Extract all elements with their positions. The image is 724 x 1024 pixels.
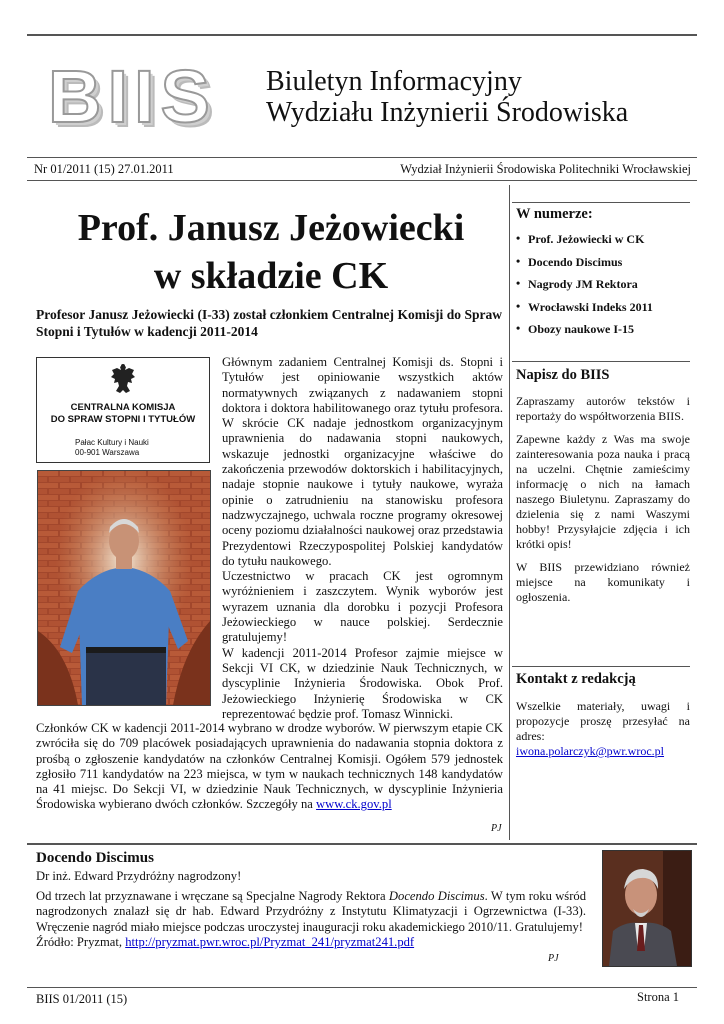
issue-rule-top xyxy=(27,157,697,158)
write-title: Napisz do BIIS xyxy=(516,367,610,383)
contents-title: W numerze: xyxy=(516,206,593,222)
article-paragraph-3: W kadencji 2011-2014 Profesor zajmie miejsce w Sekcji VI CK, w dziedzinie Nauk Technicznych, w dyscyplinie Inżynieria Środowiska. Obok Prof. Jeżowieckiego Inżynierię Środowiska w CK reprezentować będzie prof. Tomasz Winnicki. xyxy=(222,645,503,721)
przydrozny-photo xyxy=(602,850,692,967)
write-paragraph-2: Zapewne każdy z Was ma swoje zainteresowania poza nauka i pracą na uczelni. Chętnie zamieścimy informację o nich na łamach naszego Biuletynu. Zapraszamy do dzielenia się z nami Waszymi hobby! Przysyłajcie zdjęcia i ich krótki opis! xyxy=(516,432,690,551)
contents-item[interactable]: • Docendo Discimus xyxy=(516,255,696,278)
write-paragraph-1: Zapraszamy autorów tekstów i reportaży do współtworzenia BIIS. xyxy=(516,394,690,423)
article-column xyxy=(222,355,503,722)
ck-address xyxy=(75,438,149,458)
issue-number: Nr 01/2011 (15) 27.01.2011 xyxy=(34,162,174,176)
contents-list xyxy=(516,232,696,345)
article-lead: Profesor Janusz Jeżowiecki (I-33) został członkiem Centralnej Komisji do Spraw Stopni i Tytułów w kadencji 2011-2014 xyxy=(36,307,502,339)
pryzmat-link[interactable]: http://pryzmat.pwr.wroc.pl/Pryzmat_241/pryzmat241.pdf xyxy=(125,934,415,949)
ck-address-line2: 00-901 Warszawa xyxy=(75,448,140,457)
docendo-text-before: Od trzech lat przyznawane i wręczane są Specjalne Nagrody Rektora xyxy=(36,889,389,903)
docendo-text-after: . W tym roku wśród nagrodzonych znalazł się dr hab. Edward Przydróżny z Instytutu Klimatyzacji i Ogrzewnictwa (I-33). Wręczenie nagród miało miejsce podczas uroczystej inauguracji roku akademickiego 2010/11. Gratulujemy! xyxy=(36,889,586,934)
bulletin-title xyxy=(266,66,628,128)
ck-logo xyxy=(36,357,210,463)
professor-photo xyxy=(37,470,211,706)
write-rule xyxy=(512,361,690,362)
article-full-width xyxy=(36,721,503,813)
docendo-text xyxy=(36,889,586,950)
top-rule xyxy=(27,34,697,36)
docendo-rule xyxy=(27,843,697,845)
contents-item[interactable]: • Nagrody JM Rektora xyxy=(516,277,696,300)
ck-name-line1: CENTRALNA KOMISJA xyxy=(70,402,176,413)
ck-address-line1: Pałac Kultury i Nauki xyxy=(75,438,149,447)
article-paragraph-2: Uczestnictwo w pracach CK jest ogromnym wyróżnieniem i zaszczytem. Wynik wyborów jest wyrazem uznania dla dorobku i pozycji Profesora Jeżowieckiego w nauce polskiej. Serdecznie gratulujemy! xyxy=(222,569,503,645)
contact-email-link[interactable]: iwona.polarczyk@pwr.wroc.pl xyxy=(516,744,665,758)
contact-text xyxy=(516,699,690,759)
contents-rule xyxy=(512,202,690,203)
ck-name-line2: DO SPRAW STOPNI I TYTUŁÓW xyxy=(50,414,196,425)
article-headline xyxy=(36,204,506,300)
professor-photo-image xyxy=(38,471,210,705)
footer-rule xyxy=(27,987,697,988)
docendo-author: PJ xyxy=(548,953,559,964)
eagle-emblem-icon xyxy=(109,362,137,398)
page-number: Strona 1 xyxy=(637,990,680,1004)
headline-line2: w składzie CK xyxy=(153,255,389,297)
headline-line1: Prof. Janusz Jeżowiecki xyxy=(77,207,465,249)
contents-item[interactable]: • Obozy naukowe I-15 xyxy=(516,322,696,345)
contact-title: Kontakt z redakcją xyxy=(516,671,636,687)
article-paragraph-1: Głównym zadaniem Centralnej Komisji ds. Stopni i Tytułów jest opiniowanie wszystkich aktów normatywnych związanych z nadawaniem stopni doktora i doktora habilitowanego oraz tytułu profesora. W skrócie CK nadaje jednostkom organizacyjnym uprawnienia do nadawania stopni naukowych, wskazuje jednostki organizacyjne właściwe do zakończenia przewodów doktorskich i habilitacyjnych, nadaje stopnie naukowe i tytuły naukowe, wyraża opinie o zatrudnieniu na stanowisku profesora nadzwyczajnego, uchwala roczne programy okresowej oceny poziomu działalności naukowej oraz przedstawia Prezydentowi Rzeczypospolitej Polskiej kandydatów do tytułu naukowego. xyxy=(222,355,503,568)
ck-website-link[interactable]: www.ck.gov.pl xyxy=(316,797,392,812)
footer-issue: BIIS 01/2011 (15) xyxy=(36,992,128,1006)
write-paragraph-3: W BIIS przewidziano również miejsce na komunikaty i ogłoszenia. xyxy=(516,560,690,604)
contact-description: Wszelkie materiały, uwagi i propozycje proszę przesyłać na adres: xyxy=(516,699,690,743)
docendo-title: Docendo Discimus xyxy=(36,850,154,866)
ck-name xyxy=(37,402,209,426)
write-text xyxy=(516,394,690,613)
contact-rule xyxy=(512,666,690,667)
issue-rule-bottom xyxy=(27,180,697,181)
docendo-text-italic: Docendo Discimus xyxy=(388,889,485,903)
contents-item[interactable]: • Wrocławski Indeks 2011 xyxy=(516,300,696,323)
bulletin-title-line1: Biuletyn Informacyjny xyxy=(266,66,522,97)
docendo-subtitle: Dr inż. Edward Przydróżny nagrodzony! xyxy=(36,869,242,883)
bulletin-title-line2: Wydziału Inżynierii Środowiska xyxy=(266,97,629,128)
publisher: Wydział Inżynierii Środowiska Politechniki Wrocławskiej xyxy=(400,162,691,176)
article-author: PJ xyxy=(491,823,502,834)
contents-item[interactable]: • Prof. Jeżowiecki w CK xyxy=(516,232,696,255)
docendo-source-label: Źródło: Pryzmat, xyxy=(36,934,126,949)
column-divider xyxy=(509,185,510,840)
biis-logo: BIIS xyxy=(48,55,216,138)
przydrozny-photo-image xyxy=(603,851,691,966)
article-paragraph-4: Członków CK w kadencji 2011-2014 wybrano w drodze wyborów. W pierwszym etapie CK zwróciła się do 709 placówek posiadających uprawnienia do nadawania stopnia doktora z prośbą o zgłoszenie kandydatów na członków Centralnej Komisji. Ogółem 579 jednostek zgłosiło 711 kandydatów na 223 miejsca, w tym w naukach technicznych 148 kandydatów na 41 miejsc. Do Sekcji VI, w dziedzinie Nauk Technicznych, w dyscyplinie Inżynieria Środowiska wybierano dwóch członków. Szczegóły na xyxy=(36,721,503,812)
